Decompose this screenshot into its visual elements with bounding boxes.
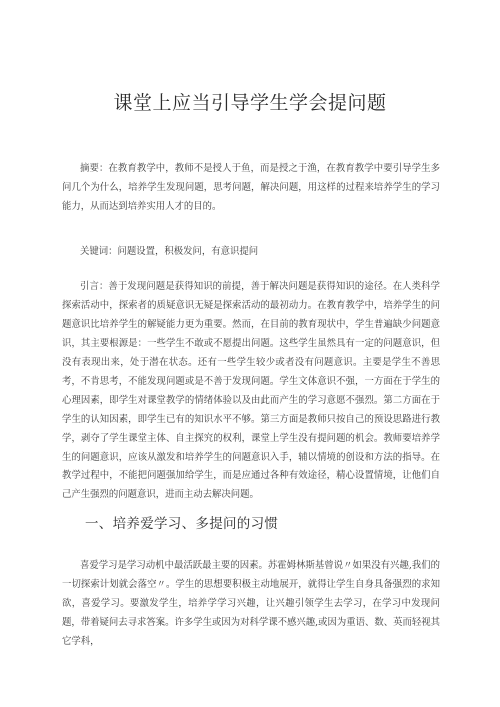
section-heading: 一、培养爱学习、多提问的习惯 (85, 516, 279, 532)
intro-paragraph: 引言：善于发现问题是获得知识的前提，善于解决问题是获得知识的途径。在人类科学探索活动中，探索者的质疑意识无疑是探索活动的最初动力。在教育教学中，培养学生的问题意识比培养学生的解疑能力更为重要。然而，在目前的教育现状中，学生普遍缺少问题意识，其主要根源是：一些学生不敢或不愿提出问题。这些学生虽然具有一定的问题意识，但没有表现出来，处于潜在状态。还有一些学生较少或者没有问题意识。主要是学生不善思考，不肯思考，不能发现问题或是不善于发现问题。学生文体意识不强，一方面在于学生的心理因素，即学生对课堂教学的情绪体验以及由此而产生的学习意愿不强烈。第二方面在于学生的认知因素，即学生已有的知识水平不够。第三方面是教师只按自己的预设思路进行教学，剥夺了学生课堂主体、自主探究的权利，课堂上学生没有提问题的机会。教师要培养学生的问题意识，应该从激发和培养学生的问题意识入手，辅以情境的创设和方法的指导。在教学过程中，不能把问题强加给学生，而是应通过各种有效途径，精心设置情境，让他们自己产生强烈的问题意识，进而主动去解决问题。 (62, 281, 440, 501)
section-body-paragraph: 喜爱学习是学习动机中最活跃最主要的因素。苏霍姆林斯基曾说〃如果没有兴趣,我们的一切探索计划就会落空〃。学生的思想要积极主动地展开，就得让学生自身具备强烈的求知欲，喜爱学习。要激发学生，培养学学习兴趣，让兴趣引领学生去学习，在学习中发现问题，带着疑问去寻求答案。许多学生或因为对科学课不感兴趣,或因为重语、数、英而轻视其它学科， (62, 560, 440, 648)
abstract-paragraph: 摘要：在教育教学中，教师不是授人于鱼，而是授之于渔，在教育教学中要引导学生多问几个为什么，培养学生发现问题，思考问题，解决问题，用这样的过程来培养学生的学习能力，从而达到培养实用人才的目的。 (62, 163, 440, 213)
keywords-paragraph: 关键词：问题设置，积极发问，有意识提问 (80, 246, 259, 258)
document-title: 课堂上应当引导学生学会提问题 (113, 92, 387, 114)
